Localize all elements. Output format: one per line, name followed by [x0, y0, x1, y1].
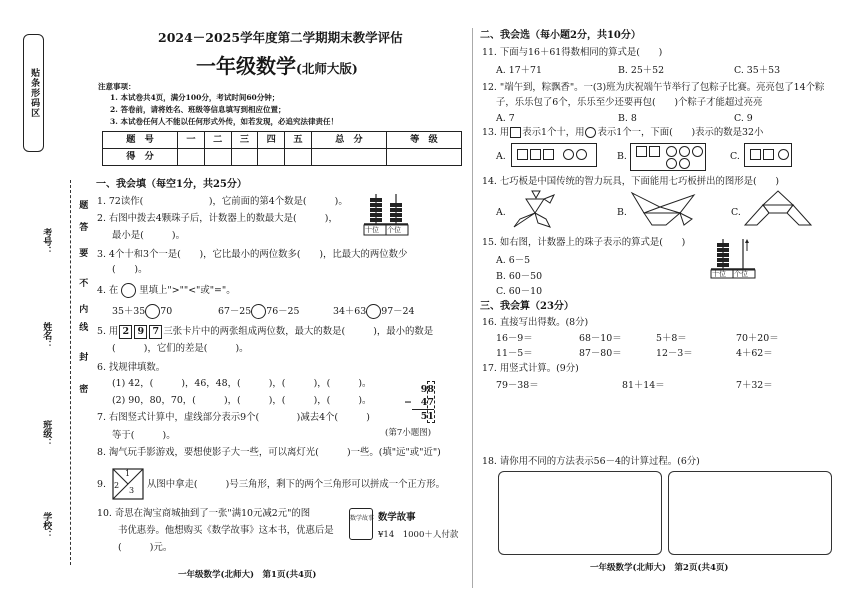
exam-number-label: 考号： [41, 228, 52, 255]
calc-item: 12－3＝ [656, 348, 693, 359]
question-6: 6. 找规律填数。 [97, 362, 166, 373]
question-10-cont: 书优惠券。他想购买《数学故事》这本书，优惠后是 [118, 525, 334, 536]
question-8: 8. 淘气玩手影游戏，要想使影子大一些，可以离灯光( )一些。(填"远"或"近") [97, 447, 441, 458]
question-16: 16. 直接写出得数。(8分) [482, 317, 589, 328]
score-input[interactable] [258, 149, 285, 166]
score-table [102, 131, 462, 166]
section3-title: 三、我会算（23分） [480, 301, 574, 312]
figure-caption: (第7小题图) [385, 428, 432, 438]
note-item: 3. 本试卷任何人不能以任何形式外传，如若发现，必追究法律责任！ [110, 117, 338, 126]
note-item: 1. 本试卷共4页，满分100分，考试时间60分钟； [110, 93, 280, 102]
section1-title: 一、我会填（每空1分，共25分） [96, 179, 247, 190]
triangle-label: 1 [125, 469, 131, 478]
question-9-num: 9. [97, 479, 106, 490]
score-cell: 得 分 [103, 149, 178, 166]
question-18: 18. 请你用不同的方法表示56－4的计算过程。(6分) [482, 456, 700, 467]
tangram-bird-image [630, 189, 702, 229]
seal-word: 不 [77, 278, 88, 287]
book-price: ¥14 1000＋人付款 [378, 530, 459, 540]
calc-item: 68－10＝ [579, 333, 622, 344]
abacus-label: 十位 [712, 270, 726, 278]
answer-box-1[interactable] [498, 471, 662, 555]
compare-blank[interactable] [145, 304, 160, 319]
compare-blank[interactable] [251, 304, 266, 319]
digit-card: 7 [149, 325, 162, 339]
question-17: 17. 用竖式计算。(9分) [482, 363, 579, 374]
class-label: 班级： [41, 420, 52, 447]
square-icon [510, 127, 521, 138]
name-label: 姓名： [41, 322, 52, 349]
question-10: 10. 奇思在淘宝商城抽到了一张"满10元减2元"的图 [97, 508, 311, 519]
page-divider [472, 28, 473, 588]
vertical-calc-item: 81＋14＝ [622, 380, 665, 391]
abacus-label: 十位 [365, 226, 379, 234]
score-cell: 五 [285, 132, 312, 149]
question-15: 15. 如右图，计数器上的珠子表示的算式是( ) [482, 237, 686, 248]
option-a-blocks [511, 143, 597, 167]
dashed-highlight [427, 381, 435, 423]
abacus-label: 个位 [387, 226, 401, 234]
subject-title: 一年级数学(北师大版) [196, 54, 358, 78]
vertical-calc-item: 79－38＝ [496, 380, 539, 391]
barcode-area: 贴条形码区 [23, 34, 44, 152]
question-13: 13. 用 表示1个十，用 表示1个一，下面( )表示的数是32小 [482, 127, 764, 138]
compare-item: 34＋63 97－24 [333, 306, 415, 317]
calc-item: 16－9＝ [496, 333, 533, 344]
question-2-cont: 最小是( )。 [112, 230, 185, 241]
question-3-cont: ( )。 [112, 264, 148, 275]
seal-word: 封 [77, 352, 88, 361]
score-value-row [103, 149, 462, 166]
question-12: 12. "端午到，粽飘香"。一(3)班为庆祝端午节举行了包粽子比赛。亮亮包了14个粽 [482, 82, 825, 93]
option-label: A. [496, 207, 506, 218]
compare-item: 67－25 76－25 [218, 306, 300, 317]
score-cell: 二 [204, 132, 231, 149]
question-2: 2. 右图中拨去4颗珠子后，计数器上的数最大是( )， [97, 213, 338, 224]
answer-box-2[interactable] [668, 471, 832, 555]
question-7-cont: 等于( )。 [112, 430, 176, 441]
score-cell: 等 级 [386, 132, 461, 149]
option-label: B. [617, 151, 627, 162]
score-input[interactable] [231, 149, 258, 166]
tangram-bridge-image [743, 189, 813, 229]
seal-word: 线 [77, 322, 88, 331]
option-label: C. [731, 207, 741, 218]
score-cell: 一 [178, 132, 205, 149]
exam-title: 2024－2025学年度第二学期期末教学评估 [158, 30, 403, 45]
option-label: C. [730, 151, 740, 162]
question-11: 11. 下面与16＋61得数相同的算式是( ) [482, 47, 663, 58]
footer-left: 一年级数学(北师大) 第1页(共4页) [178, 570, 317, 580]
option: A. 7 [496, 113, 515, 124]
question-1: 1. 72读作( )，它前面的第4个数是( )。 [97, 196, 348, 207]
seal-word: 要 [77, 248, 88, 257]
circle-icon [585, 127, 596, 138]
score-cell: 总 分 [311, 132, 386, 149]
question-9: 从图中拿走( )号三角形，剩下的两个三角形可以拼成一个正方形。 [147, 479, 445, 490]
question-12-cont: 子，乐乐包了6个，乐乐至少还要再包( )个粽子才能超过亮亮 [496, 97, 763, 108]
question-5: 5. 用 2 9 7 三张卡片中的两张组成两位数，最大的数是( )，最小的数是 [97, 326, 434, 337]
footer-right: 一年级数学(北师大) 第2页(共4页) [590, 563, 729, 573]
score-header-row [103, 132, 462, 149]
option: A. 17＋71 [496, 65, 542, 76]
binding-line [70, 180, 71, 565]
calc-item: 87－80＝ [579, 348, 622, 359]
option-c-blocks [744, 143, 792, 167]
score-input[interactable] [311, 149, 386, 166]
option-label: A. [496, 151, 506, 162]
calc-item: 11－5＝ [496, 348, 533, 359]
seal-word: 题 [77, 200, 88, 209]
score-input[interactable] [386, 149, 461, 166]
question-5-cont: ( )，它们的差是( )。 [112, 343, 249, 354]
option-label: B. [617, 207, 627, 218]
compare-blank[interactable] [366, 304, 381, 319]
calc-item: 5＋8＝ [656, 333, 687, 344]
digit-card: 2 [119, 325, 132, 339]
option-b-blocks [630, 143, 706, 171]
seal-word: 密 [77, 384, 88, 393]
option: C. 60－10 [496, 286, 543, 297]
option: A. 6－5 [496, 255, 531, 266]
book-title: 数学故事 [378, 512, 416, 523]
seal-word: 答 [77, 222, 88, 231]
section2-title: 二、我会选（每小题2分，共10分） [480, 30, 641, 41]
question-4: 4. 在 里填上">""<"或"="。 [97, 285, 236, 296]
option: C. 35＋53 [734, 65, 781, 76]
question-14: 14. 七巧板是中国传统的智力玩具，下面能用七巧板拼出的图形是( ) [482, 176, 780, 187]
question-10-cont2: ( )元。 [118, 542, 173, 553]
abacus-label: 个位 [734, 270, 748, 278]
question-6-1: (1) 42，( )，46，48，( )，( )，( )。 [112, 378, 372, 389]
option: B. 25＋52 [618, 65, 665, 76]
triangle-label: 3 [129, 486, 135, 495]
compare-item: 35＋35 70 [112, 306, 173, 317]
tangram-person-image [510, 189, 556, 229]
score-cell: 题 号 [103, 132, 178, 149]
digit-card: 9 [134, 325, 147, 339]
vertical-calc-figure: 98 − 47 51 [404, 384, 434, 422]
school-label: 学校： [41, 512, 52, 539]
calc-item: 4＋62＝ [736, 348, 773, 359]
question-6-2: (2) 90，80，70，( )，( )，( )，( )。 [112, 395, 372, 406]
vertical-calc-item: 7＋32＝ [736, 380, 773, 391]
note-item: 2. 答卷前，请将姓名、班级等信息填写到相应位置； [110, 105, 286, 114]
score-cell: 三 [231, 132, 258, 149]
question-3: 3. 4个十和3个一是( )，它比最小的两位数多( )，比最大的两位数少 [97, 249, 408, 260]
score-input[interactable] [178, 149, 205, 166]
question-7: 7. 右图竖式计算中，虚线部分表示9个( )减去4个( ) [97, 412, 370, 423]
calc-item: 70＋20＝ [736, 333, 779, 344]
notes-heading: 注意事项： [98, 82, 136, 91]
option: B. 8 [618, 113, 637, 124]
triangle-label: 2 [114, 481, 120, 490]
seal-word: 内 [77, 304, 88, 313]
book-cover-image: 数学故事 [349, 508, 373, 540]
option: B. 60－50 [496, 271, 543, 282]
score-cell: 四 [258, 132, 285, 149]
score-input[interactable] [204, 149, 231, 166]
compare-circle [121, 283, 136, 298]
score-input[interactable] [285, 149, 312, 166]
option: C. 9 [734, 113, 753, 124]
